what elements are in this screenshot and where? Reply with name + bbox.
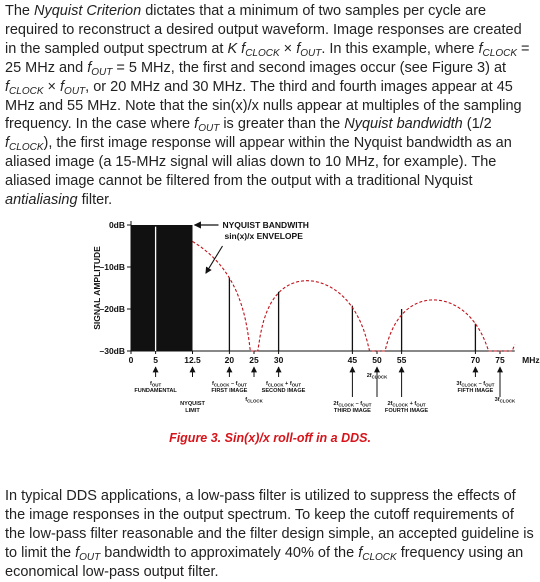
- x-tick-label: 50: [372, 355, 382, 365]
- annotation-first-image-formula: $f_{CLOCK} - f_{OUT}$: [211, 381, 247, 388]
- annotation-first-image: FIRST IMAGE: [211, 388, 248, 394]
- annotation-fourth-image: FOURTH IMAGE: [384, 408, 429, 414]
- chart-marks: [128, 225, 515, 397]
- annotation-limit: LIMIT: [185, 408, 200, 414]
- annotation-fifth-image-formula: $3f_{CLOCK} - f_{OUT}$: [456, 381, 495, 388]
- x-tick-label: 20: [224, 355, 235, 365]
- intro-paragraph: The Nyquist Criterion dictates that a minimum of two samples per cycle are required to reconstruct a desired output waveform. Image responses are created in the sampled output spectrum at K $f_{CLOCK} \times f_{OUT}$. In this example, where $f_{CLOCK} = 25$ MHz and $f_{OUT} = 5$ MHz, the first and second images occur (see Figure 3) at $f_{CLOCK} \times f_{OUT}$, or 20 MHz and 30 MHz. The third and fourth images appear at 45 MHz and 55 MHz. Note that the sin(x)/x nulls appear at multiples of the sampling frequency. In the case where $f_{OUT}$ is greater than the Nyquist bandwidth (1/2 $f_{CLOCK}$), the first image response will appear within the Nyquist bandwidth as an aliased image (a 15-MHz signal will alias down to 10 MHz, for example). The aliased image cannot be filtered from the output with a traditional Nyquist antialiasing filter.: [5, 3, 530, 209]
- x-tick-label: 5: [153, 355, 158, 365]
- annotation-second-image-formula: $f_{CLOCK} + f_{OUT}$: [266, 381, 302, 388]
- y-tick-label: –30dB: [99, 346, 125, 356]
- annotation-fout: $f_{OUT}$: [150, 381, 162, 388]
- x-tick-label: 25: [249, 355, 259, 365]
- envelope-label: sin(x)/x ENVELOPE: [224, 230, 303, 241]
- annotation-fourth-image-formula: $2f_{CLOCK} + f_{OUT}$: [387, 401, 426, 408]
- annotation-fifth-image: FIFTH IMAGE: [457, 388, 494, 394]
- annotation-third-image: THIRD IMAGE: [333, 408, 371, 414]
- sinx-envelope: [193, 242, 515, 352]
- x-tick-label: 55: [396, 355, 407, 365]
- x-tick-label: 0: [128, 355, 134, 365]
- x-axis-unit: MHz: [522, 355, 540, 365]
- annotation-3fclock: $3f_{CLOCK}$: [494, 397, 516, 404]
- annotation-2fclock: $2f_{CLOCK}$: [366, 373, 388, 380]
- annotation-fclock: $f_{CLOCK}$: [245, 397, 263, 404]
- x-tick-label: 75: [495, 355, 505, 365]
- figure-caption: Figure 3. Sin(x)/x roll-off in a DDS.: [169, 431, 371, 445]
- sinx-rolloff-chart: [0, 205, 540, 430]
- annotation-third-image-formula: $2f_{CLOCK} - f_{OUT}$: [333, 401, 372, 408]
- x-tick-label: 12.5: [184, 355, 201, 365]
- closing-paragraph: In typical DDS applications, a low-pass filter is utilized to suppress the effects of the image responses in the output spectrum. To keep the cutoff requirements of the low-pass filter reasonable and the filter design simple, an accepted guideline is to limit the $f_{OUT}$ bandwidth to approximately 40% of the $f_{CLOCK}$ frequency using an economical low-pass output filter.: [5, 488, 534, 580]
- annotation-fundamental: FUNDAMENTAL: [134, 388, 177, 394]
- x-tick-label: 45: [347, 355, 358, 365]
- y-tick-label: –20dB: [99, 304, 125, 314]
- y-tick-label: 0dB: [108, 220, 125, 230]
- nyquist-bandwidth-label: NYQUIST BANDWITH: [222, 220, 309, 230]
- y-axis-label: SIGNAL AMPLITUDE: [92, 246, 102, 330]
- figure-3: [0, 205, 540, 455]
- envelope-arrow: [206, 246, 223, 273]
- nyquist-band: [131, 225, 193, 351]
- y-tick-label: –10dB: [99, 262, 125, 272]
- x-tick-label: 70: [470, 355, 481, 365]
- annotation-second-image: SECOND IMAGE: [261, 388, 306, 394]
- x-tick-label: 30: [273, 355, 284, 365]
- annotation-nyquist: NYQUIST: [180, 401, 205, 407]
